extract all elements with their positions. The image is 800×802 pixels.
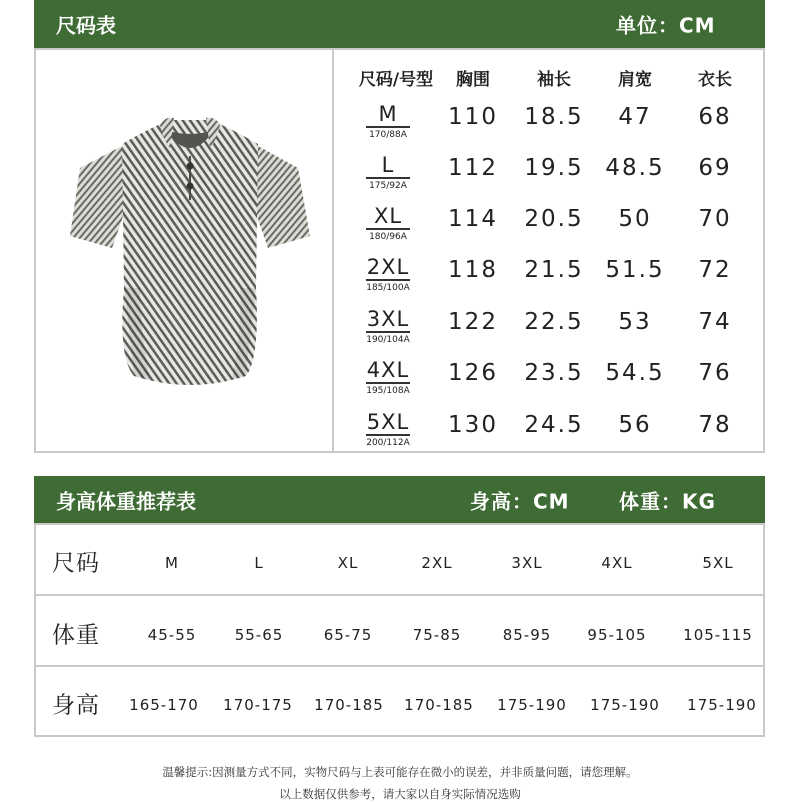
- size-cell: [348, 256, 428, 293]
- size-chart-panel: [34, 48, 765, 453]
- size-spec: 190/104A: [366, 334, 410, 345]
- size-cell: [348, 359, 428, 396]
- size-label: L: [381, 153, 395, 177]
- row-label-weight: 体重: [52, 622, 100, 649]
- col-header-chest: 胸围: [456, 70, 490, 90]
- shoulder-value: 47: [618, 104, 652, 130]
- size-cell: [348, 103, 428, 140]
- length-value: 72: [698, 257, 732, 283]
- chest-value: 122: [448, 309, 498, 335]
- chest-value: 126: [448, 360, 498, 386]
- row-divider: [36, 594, 763, 596]
- unit-label: 单位：CM: [616, 13, 716, 38]
- size-spec: 200/112A: [366, 437, 410, 448]
- weight-cell: 85-95: [502, 626, 552, 644]
- weight-cell: 95-105: [587, 626, 647, 644]
- sleeve-value: 21.5: [524, 257, 584, 283]
- shoulder-value: 51.5: [605, 257, 665, 283]
- size-label: 4XL: [366, 358, 410, 382]
- panel-divider: [332, 50, 334, 451]
- length-value: 70: [698, 206, 732, 232]
- weight-cell: 105-115: [683, 626, 753, 644]
- size-label: 2XL: [366, 255, 410, 279]
- size-cell: XL: [337, 554, 359, 572]
- height-cell: 170-185: [404, 696, 474, 714]
- size-spec: 175/92A: [369, 180, 407, 191]
- height-cell: 165-170: [129, 696, 199, 714]
- size-label: 5XL: [366, 410, 410, 434]
- chest-value: 110: [448, 104, 498, 130]
- chest-value: 130: [448, 412, 498, 438]
- size-chart-header: [34, 0, 765, 48]
- shoulder-value: 54.5: [605, 360, 665, 386]
- height-unit-label: 身高：CM: [470, 489, 570, 513]
- shoulder-value: 53: [618, 309, 652, 335]
- size-label: 3XL: [366, 307, 410, 331]
- recommend-header: [34, 476, 765, 523]
- recommend-title: 身高体重推荐表: [56, 489, 196, 513]
- size-cell: 3XL: [511, 554, 543, 572]
- size-cell: M: [165, 554, 179, 572]
- height-cell: 170-185: [314, 696, 384, 714]
- chest-value: 118: [448, 257, 498, 283]
- weight-cell: 75-85: [412, 626, 462, 644]
- length-value: 78: [698, 412, 732, 438]
- height-cell: 175-190: [687, 696, 757, 714]
- length-value: 68: [698, 104, 732, 130]
- chest-value: 114: [448, 206, 498, 232]
- size-cell: [348, 308, 428, 345]
- shoulder-value: 50: [618, 206, 652, 232]
- shoulder-value: 56: [618, 412, 652, 438]
- size-spec: 170/88A: [369, 129, 407, 140]
- col-header-shoulder: 肩宽: [618, 70, 652, 90]
- sleeve-value: 18.5: [524, 104, 584, 130]
- size-spec: 180/96A: [369, 231, 407, 242]
- height-cell: 170-175: [223, 696, 293, 714]
- size-chart-title: 尺码表: [56, 13, 116, 38]
- sleeve-value: 23.5: [524, 360, 584, 386]
- size-label: XL: [373, 204, 403, 228]
- col-header-sleeve: 袖长: [537, 70, 571, 90]
- size-label: M: [378, 102, 398, 126]
- size-cell: [348, 411, 428, 448]
- weight-cell: 55-65: [234, 626, 284, 644]
- shoulder-value: 48.5: [605, 155, 665, 181]
- size-spec: 195/108A: [366, 385, 410, 396]
- recommend-panel: [34, 523, 765, 737]
- size-cell: 2XL: [421, 554, 453, 572]
- length-value: 74: [698, 309, 732, 335]
- weight-unit-label: 体重：KG: [619, 489, 716, 513]
- size-cell: [348, 205, 428, 242]
- weight-cell: 65-75: [323, 626, 373, 644]
- size-spec: 185/100A: [366, 282, 410, 293]
- col-header-length: 衣长: [698, 70, 732, 90]
- weight-cell: 45-55: [147, 626, 197, 644]
- row-label-size: 尺码: [52, 550, 100, 577]
- col-header-size: 尺码/号型: [358, 70, 434, 90]
- chest-value: 112: [448, 155, 498, 181]
- length-value: 76: [698, 360, 732, 386]
- sleeve-value: 22.5: [524, 309, 584, 335]
- length-value: 69: [698, 155, 732, 181]
- height-cell: 175-190: [497, 696, 567, 714]
- shirt-image: [70, 108, 310, 398]
- size-cell: 4XL: [601, 554, 633, 572]
- note-line-2: 以上数据仅供参考，请大家以自身实际情况选购: [279, 787, 521, 801]
- size-cell: L: [254, 554, 264, 572]
- row-divider: [36, 665, 763, 667]
- sleeve-value: 20.5: [524, 206, 584, 232]
- row-label-height: 身高: [52, 692, 100, 719]
- sleeve-value: 24.5: [524, 412, 584, 438]
- size-cell: 5XL: [702, 554, 734, 572]
- height-cell: 175-190: [590, 696, 660, 714]
- size-cell: [348, 154, 428, 191]
- note-line-1: 温馨提示:因测量方式不同，实物尺码与上表可能存在微小的误差，并非质量问题，请您理解。: [162, 765, 638, 779]
- sleeve-value: 19.5: [524, 155, 584, 181]
